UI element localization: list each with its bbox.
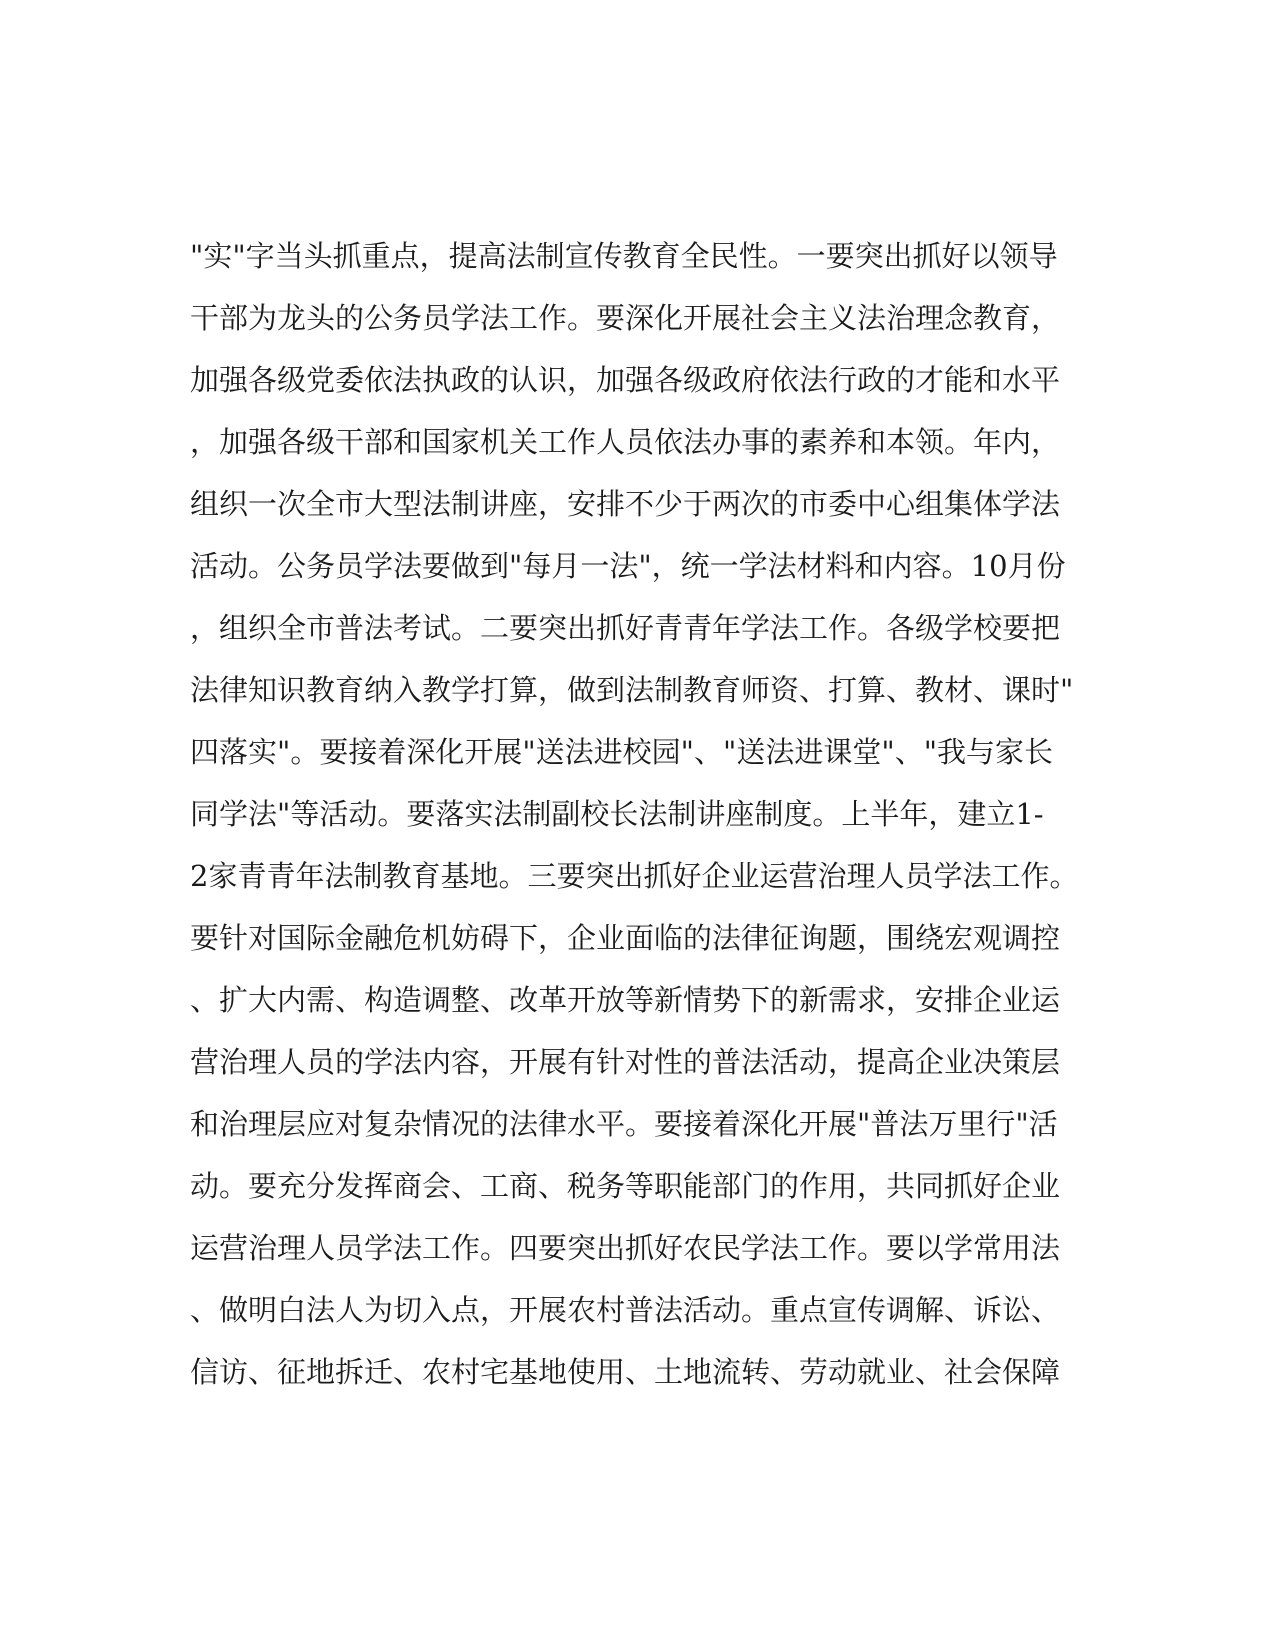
text-line: 干部为龙头的公务员学法工作。要深化开展社会主义法治理念教育， — [190, 301, 1061, 335]
text-line: 营治理人员的学法内容，开展有针对性的普法活动，提高企业决策层 — [190, 1045, 1061, 1079]
text-line: 要针对国际金融危机妨碍下，企业面临的法律征询题，围绕宏观调控 — [190, 921, 1061, 955]
text-line: 、扩大内需、构造调整、改革开放等新情势下的新需求，安排企业运 — [190, 983, 1061, 1017]
text-line: 信访、征地拆迁、农村宅基地使用、土地流转、劳动就业、社会保障 — [190, 1355, 1061, 1389]
text-line: 2家青青年法制教育基地。三要突出抓好企业运营治理人员学法工作。 — [190, 859, 1079, 893]
text-line: 组织一次全市大型法制讲座，安排不少于两次的市委中心组集体学法 — [190, 487, 1061, 521]
text-line: 四落实"。要接着深化开展"送法进校园"、"送法进课堂"、"我与家长 — [190, 735, 1054, 769]
text-line: ，组织全市普法考试。二要突出抓好青青年学法工作。各级学校要把 — [190, 611, 1061, 645]
text-line: "实"字当头抓重点，提高法制宣传教育全民性。一要突出抓好以领导 — [190, 239, 1058, 273]
text-line: 加强各级党委依法执政的认识，加强各级政府依法行政的才能和水平 — [190, 363, 1061, 397]
text-line: 和治理层应对复杂情况的法律水平。要接着深化开展"普法万里行"活 — [190, 1107, 1058, 1141]
text-line: 运营治理人员学法工作。四要突出抓好农民学法工作。要以学常用法 — [190, 1231, 1061, 1265]
text-line: 动。要充分发挥商会、工商、税务等职能部门的作用，共同抓好企业 — [190, 1169, 1061, 1203]
text-line: ，加强各级干部和国家机关工作人员依法办事的素养和本领。年内， — [190, 425, 1061, 459]
text-line: 同学法"等活动。要落实法制副校长法制讲座制度。上半年，建立1- — [190, 797, 1044, 831]
text-line: 、做明白法人为切入点，开展农村普法活动。重点宣传调解、诉讼、 — [190, 1293, 1061, 1327]
text-line: 法律知识教育纳入教学打算，做到法制教育师资、打算、教材、课时" — [190, 673, 1074, 707]
text-line: 活动。公务员学法要做到"每月一法"，统一学法材料和内容。10月份 — [190, 549, 1066, 583]
